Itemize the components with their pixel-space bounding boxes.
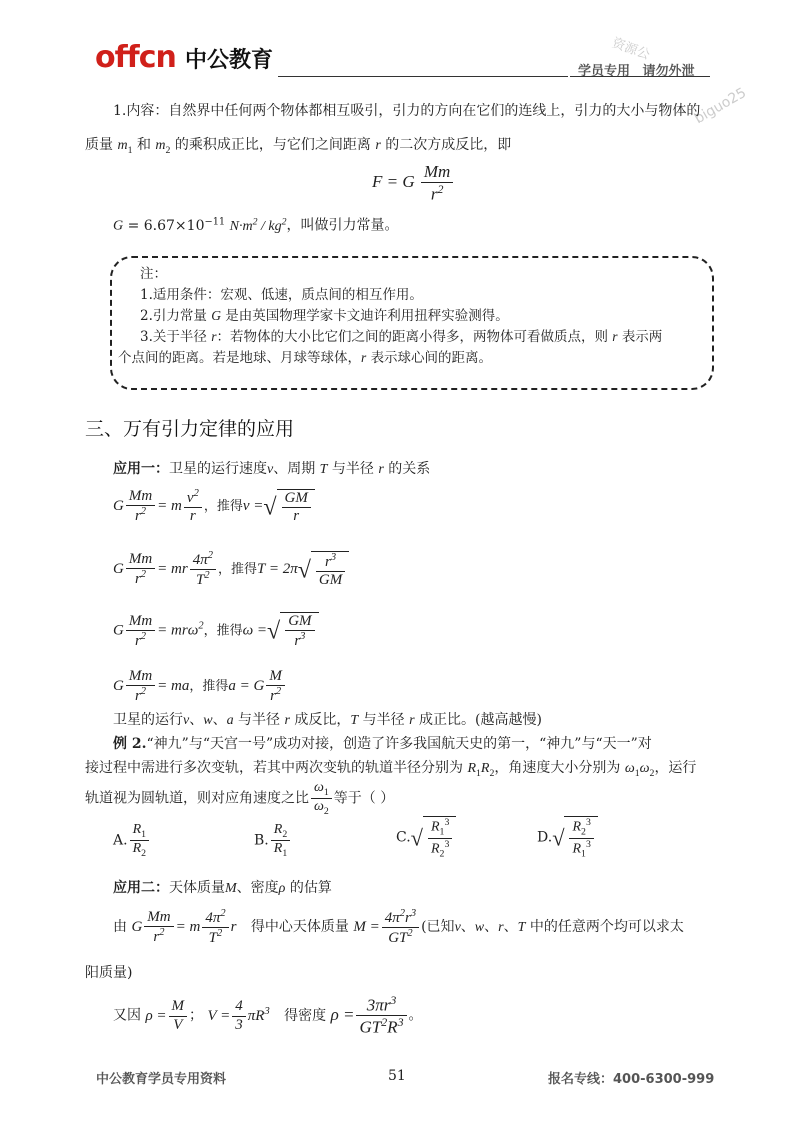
math-g-value: G — [113, 218, 124, 234]
math-w: w — [474, 920, 485, 936]
text-fragment: 和 — [136, 137, 151, 153]
formula-mass-cont: 阳质量) — [85, 965, 133, 981]
text-fragment: 又因 — [113, 1007, 141, 1024]
text-fragment: 表示球心间的距离。 — [370, 349, 493, 366]
formula-density: 又因 ρ = $\frac{M}{V}$ ； V = $\frac{4}{3}$ $\pi R^3$ 得密度 ρ = $\frac{3\pi r^3}{GT^2R^3}$ 。 — [113, 993, 423, 1037]
text-fragment: 天体质量 — [169, 880, 225, 896]
math-option-b: $\frac{R_2}{R_1}$ — [271, 822, 290, 859]
math-option-a: $\frac{R_1}{R_2}$ — [130, 822, 149, 859]
math-mass-result: M = $\frac{4\pi^2r^3}{GT^2}$ — [353, 919, 421, 935]
note-item-3 — [130, 327, 702, 348]
text-fragment: ：若物体的大小比它们之间的距离小得多，两物体可看做质点，则 — [216, 328, 608, 345]
text-fragment: ，推得 — [203, 623, 243, 639]
text-fragment: ，角速度大小分别为 — [494, 760, 621, 776]
g-eq: = $6.67\times 10^{-11}$ — [123, 216, 226, 234]
text-fragment: 由 — [113, 919, 127, 936]
math-option-c: √ $\frac{R_1^3}{R_2^3}$ — [411, 816, 457, 859]
watermark-2: biguo25 — [691, 84, 750, 128]
logo-wordmark: offcn — [95, 40, 176, 75]
math-r1r2: $R_1R_2$ — [467, 761, 495, 779]
math-vwrT: v — [454, 920, 461, 936]
math-rho-eq: ρ = $\frac{M}{V}$ — [145, 1008, 189, 1024]
math-rho: ρ — [278, 881, 286, 896]
math-r: r — [211, 328, 217, 344]
option-c — [396, 816, 456, 859]
math-v: v — [267, 462, 274, 477]
option-b — [254, 822, 292, 859]
text-fragment: 得中心天体质量 — [250, 919, 349, 936]
option-label: D. — [537, 829, 553, 846]
formula-angular: G $\frac{Mm}{r^2}$ = mrω$^2$，推得ω =√ $\frac{GM}{r^3}$ — [113, 612, 319, 651]
header-rule-right — [570, 76, 710, 77]
text-fragment: 的乘积成正比，与它们之间距离 — [174, 137, 371, 153]
math-T: T — [517, 920, 526, 936]
text-fragment: 等于（ ） — [333, 790, 395, 807]
math-M: M — [225, 881, 237, 896]
text-fragment: ，推得 — [189, 679, 229, 695]
option-label: A. — [113, 832, 128, 849]
text-fragment: “神九”与“天宫一号”成功对接，创造了许多我国航天史的第一，“神九”与“天一”对 — [146, 736, 652, 752]
formula-period: G $\frac{Mm}{r^2}$ = mr $\frac{4\pi^2}{T^2}$ ，推得T = 2π√ $\frac{r^3}{GM}$ — [113, 550, 349, 590]
math-w: w — [203, 713, 213, 728]
math-T: T — [319, 462, 328, 477]
math-r: r — [361, 349, 367, 365]
note-title: 注： — [140, 266, 167, 282]
math-w1w2: $\omega_1\omega_2$ — [624, 761, 655, 779]
text-fragment: 的估算 — [289, 880, 332, 896]
text-fragment: 的关系 — [388, 461, 431, 477]
option-label: B. — [254, 832, 269, 849]
math-r: r — [284, 713, 290, 728]
math-volume-eq: V = $\frac{4}{3}$ $\pi R^3$ — [207, 998, 270, 1033]
formula-mass: 由 G $\frac{Mm}{r^2}$ = m $\frac{4\pi^2}{T^2}$ r 得中心天体质量 M = $\frac{4\pi^2r^3}{GT^2}$ (已知v、w、r、T 中的任意两个均可以求太 — [113, 908, 684, 947]
section-title: 三、万有引力定律的应用 — [85, 418, 295, 440]
app1-summary: 卫星的运行v、w、a 与半径 r 成反比，T 与半径 r 成正比。(越高越慢) — [113, 712, 542, 728]
text-fragment: 表示两 — [621, 328, 663, 345]
watermark-1: 资源公 — [609, 35, 652, 64]
text-fragment: 卫星的运行 — [113, 712, 183, 728]
math-r: r — [409, 713, 415, 728]
text-fragment: 与半径 — [331, 461, 374, 477]
math-ratio: $\frac{\omega_1}{\omega_2}$ — [311, 780, 332, 817]
text-fragment: 卫星的运行速度 — [169, 461, 267, 477]
math-g: G — [211, 307, 221, 323]
app1-label: 应用一： — [113, 461, 169, 477]
header-logo — [95, 40, 275, 80]
formula-g-constant — [113, 214, 399, 238]
text-fragment: 中的任意两个均可以求太 — [529, 919, 684, 936]
math-units: $N\cdot m^2 / kg^2$ — [229, 216, 287, 234]
header-label-2: 请勿外泄 — [642, 64, 695, 79]
note-item-1: 1.适用条件：宏观、低速，质点间的相互作用。 — [140, 286, 423, 303]
text-fragment: (已知 — [421, 919, 455, 936]
example-2-line-3 — [85, 780, 394, 817]
app2-label: 应用二： — [113, 880, 169, 896]
text-fragment: 、密度 — [236, 880, 279, 896]
text-fragment: 轨道视为圆轨道，则对应角速度之比 — [85, 790, 309, 807]
text-fragment: 得密度 — [284, 1007, 327, 1024]
formula-gravitation: F = G $\frac{Mm}{r^2}$ — [372, 162, 455, 204]
app2-heading — [113, 877, 332, 900]
formula-acceleration: G $\frac{Mm}{r^2}$ = ma，推得a = G $\frac{M}{r^2}$ — [113, 668, 287, 706]
text-fragment: 的二次方成反比，即 — [385, 137, 512, 153]
formula-velocity: G $\frac{Mm}{r^2}$ = m $\frac{v^2}{r}$ ，推得v =√ $\frac{GM}{r}$ — [113, 488, 315, 526]
option-d — [537, 816, 598, 859]
content-para-1-line-2 — [85, 134, 715, 158]
text-fragment: 、周期 — [273, 461, 316, 477]
math-r: r — [375, 138, 381, 153]
text-fragment: 接过程中需进行多次变轨，若其中两次变轨的轨道半径分别为 — [85, 760, 463, 776]
footer-page-number: 51 — [388, 1068, 406, 1084]
math-r: r — [498, 920, 504, 936]
header-label-1: 学员专用 — [578, 64, 631, 79]
logo-brand: 中公教育 — [184, 48, 273, 73]
text-fragment: 与半径 — [362, 712, 405, 728]
text-fragment: 是由英国物理学家卡文迪许利用扭秤实验测得。 — [225, 307, 509, 324]
footer-left: 中公教育学员专用资料 — [96, 1072, 227, 1087]
text-fragment: ，推得 — [217, 562, 257, 578]
text-fragment: 2.引力常量 — [140, 307, 207, 324]
header-rule — [278, 76, 568, 77]
text-fragment: 个点间的距离。若是地球、月球等球体， — [118, 349, 361, 366]
footer-right: 报名专线：400-6300-999 — [548, 1072, 715, 1087]
para-1-line-1: 1.内容：自然界中任何两个物体都相互吸引，引力的方向在它们的连线上，引力的大小与物体的 — [113, 103, 701, 119]
text-fragment: 成反比， — [294, 712, 351, 728]
text-fragment: 质量 — [85, 137, 113, 153]
text-fragment: 3.关于半径 — [140, 328, 207, 345]
text-fragment: 成正比。(越高越慢) — [418, 712, 542, 728]
text-fragment: ，推得 — [203, 499, 243, 515]
math-r: r — [378, 462, 384, 477]
math-option-d: √ $\frac{R_2^3}{R_1^3}$ — [552, 816, 598, 859]
math-r: r — [612, 328, 618, 344]
example-2-line-1 — [113, 733, 713, 755]
math-a: a — [226, 713, 234, 728]
math-m2: $m_2$ — [155, 138, 171, 156]
math-m1: $m_1$ — [117, 138, 133, 156]
text-fragment: 与半径 — [238, 712, 281, 728]
math-T: T — [350, 713, 359, 728]
app1-heading — [113, 458, 430, 481]
option-label: C. — [396, 829, 411, 846]
example-2-label: 例 2. — [113, 736, 147, 752]
math-mass-eq: G $\frac{Mm}{r^2}$ = m $\frac{4\pi^2}{T^2}$ r — [131, 908, 237, 947]
note-item-3-cont — [118, 348, 702, 369]
content-para-1 — [113, 100, 713, 122]
note-item-2 — [130, 306, 702, 327]
note-content — [118, 264, 702, 369]
math-density-result: ρ = $\frac{3\pi r^3}{GT^2R^3}$ — [331, 1005, 409, 1024]
option-a — [113, 822, 151, 859]
text-fragment: 。 — [408, 1007, 423, 1024]
example-2-line-2 — [85, 757, 715, 781]
text-fragment: ，运行 — [654, 760, 697, 776]
math-vwa: v — [183, 713, 190, 728]
text-fragment: ，叫做引力常量。 — [286, 217, 399, 234]
